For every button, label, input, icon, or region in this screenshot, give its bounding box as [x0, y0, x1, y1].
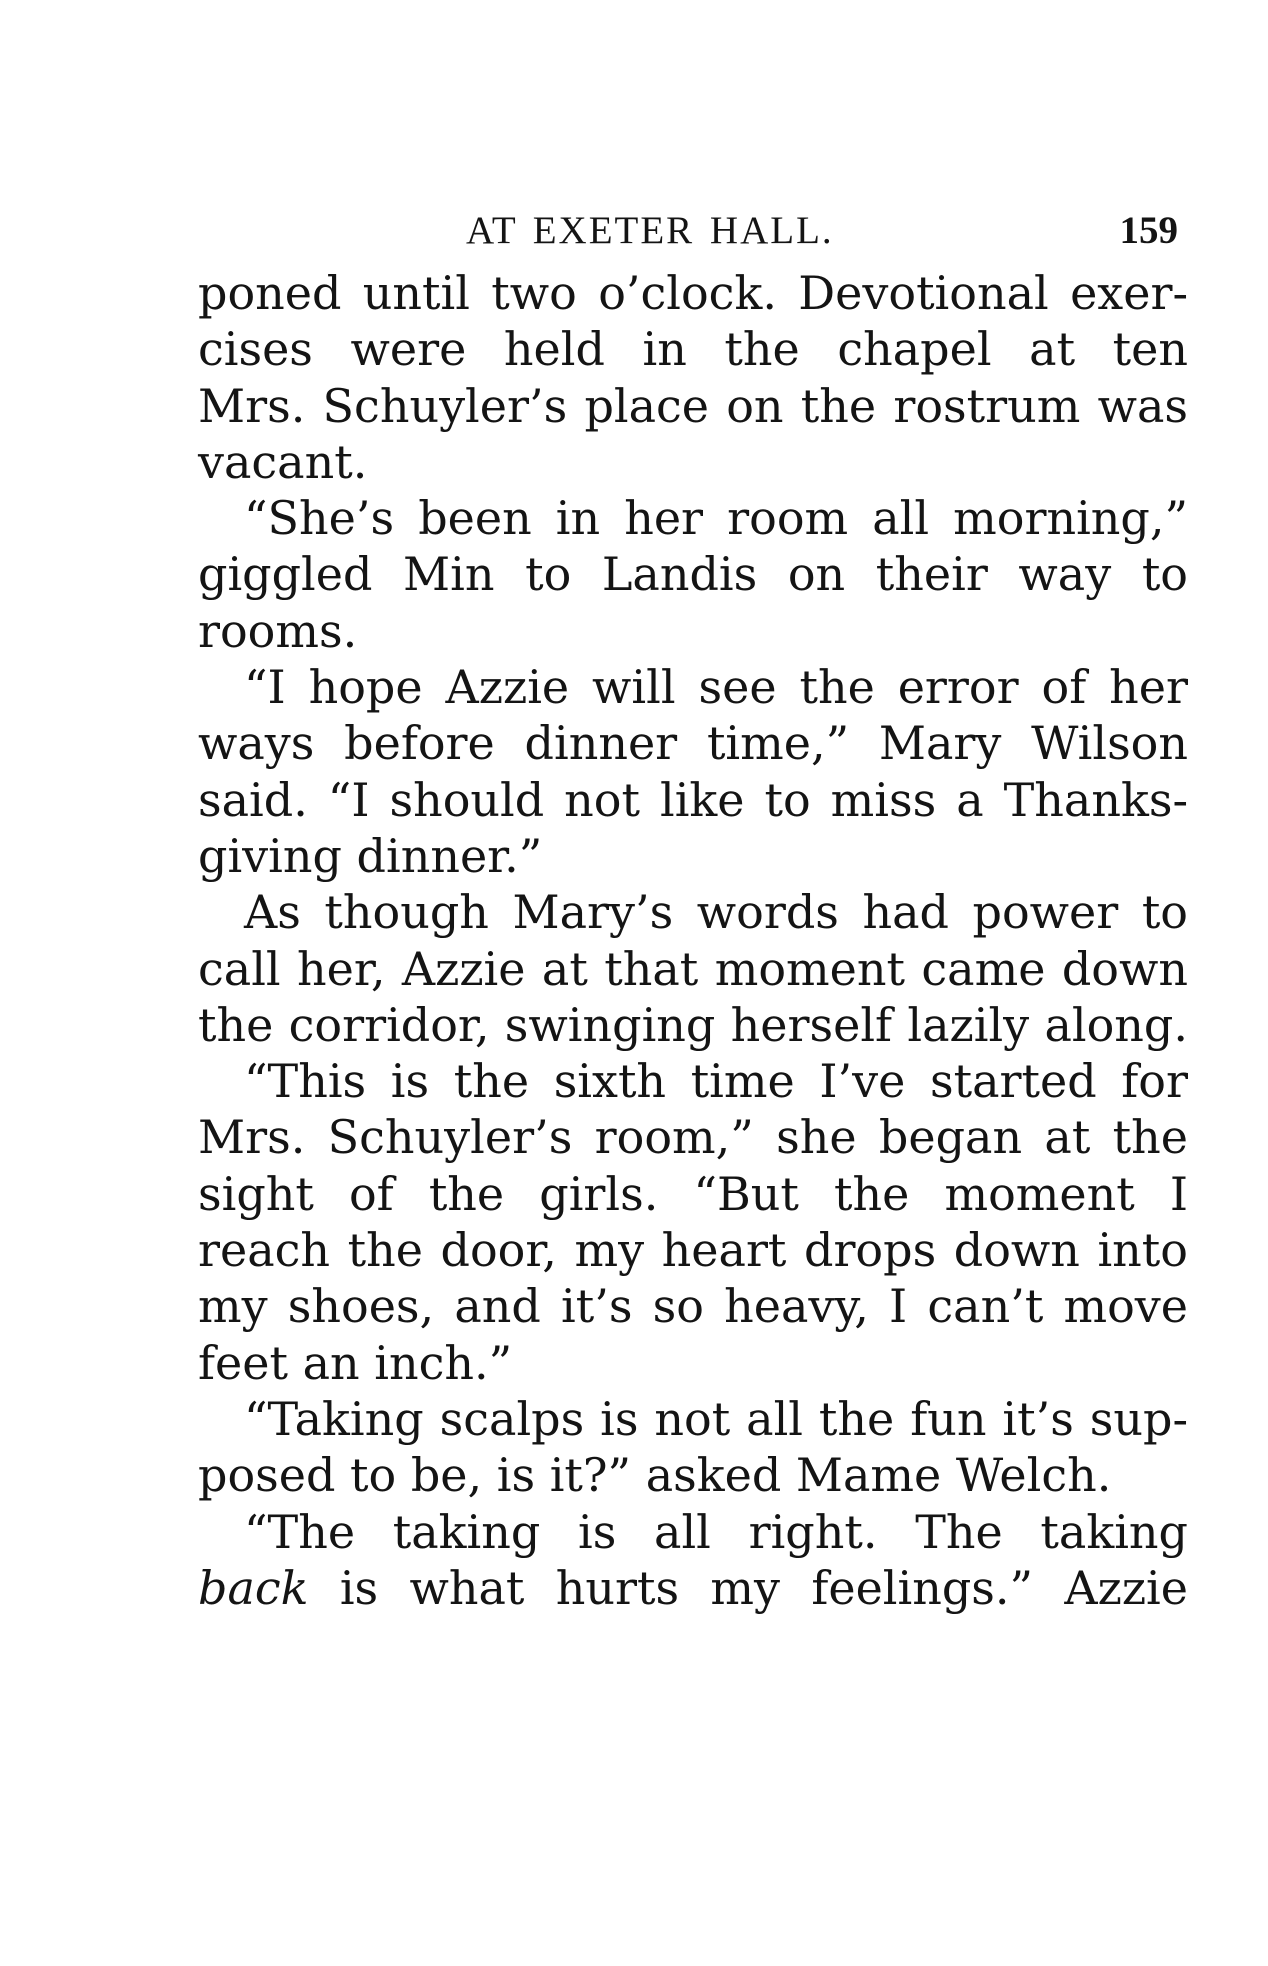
text-line: cises were held in the chapel at ten	[198, 322, 1188, 377]
text-line: posed to be, is it?” asked Mame Welch.	[198, 1448, 1112, 1503]
page-number: 159	[1119, 209, 1178, 252]
text-line: the corridor, swinging herself lazily along.	[198, 997, 1188, 1052]
running-head	[198, 200, 1188, 260]
text-line: “The taking is all right. The taking	[244, 1504, 1188, 1559]
book-page	[198, 200, 1188, 1616]
body-text	[198, 265, 1188, 1616]
text-line: “She’s been in her room all morning,”	[244, 491, 1188, 546]
text-line: ways before dinner time,” Mary Wilson	[198, 716, 1188, 771]
text-line: “Taking scalps is not all the fun it’s sup-	[244, 1391, 1188, 1446]
text-line: sight of the girls. “But the moment I	[198, 1166, 1188, 1221]
text-line: call her, Azzie at that moment came down	[198, 941, 1188, 996]
text-line: giving dinner.”	[198, 828, 543, 883]
text-line: feet an inch.”	[198, 1335, 513, 1390]
text-line: Mrs. Schuyler’s room,” she began at the	[198, 1110, 1188, 1165]
italic-word: back	[198, 1560, 309, 1615]
text-line: As though Mary’s words had power to	[244, 885, 1188, 940]
text-line: “This is the sixth time I’ve started for	[244, 1054, 1188, 1109]
text-line: said. “I should not like to miss a Thanks-	[198, 772, 1188, 827]
text-line: reach the door, my heart drops down into	[198, 1223, 1188, 1278]
text-line: poned until two o’clock. Devotional exer-	[198, 266, 1188, 320]
text-line: “I hope Azzie will see the error of her	[244, 660, 1188, 715]
text-line: my shoes, and it’s so heavy, I can’t move	[198, 1279, 1188, 1334]
text-line-rest: is what hurts my feelings.” Azzie	[308, 1560, 1188, 1615]
running-title: AT EXETER HALL.	[466, 209, 834, 252]
text-line: Mrs. Schuyler’s place on the rostrum was	[198, 378, 1188, 433]
text-line: vacant.	[198, 434, 368, 489]
text-line: giggled Min to Landis on their way to	[198, 547, 1188, 602]
text-line-last	[198, 1560, 1188, 1616]
text-line: rooms.	[198, 603, 358, 658]
